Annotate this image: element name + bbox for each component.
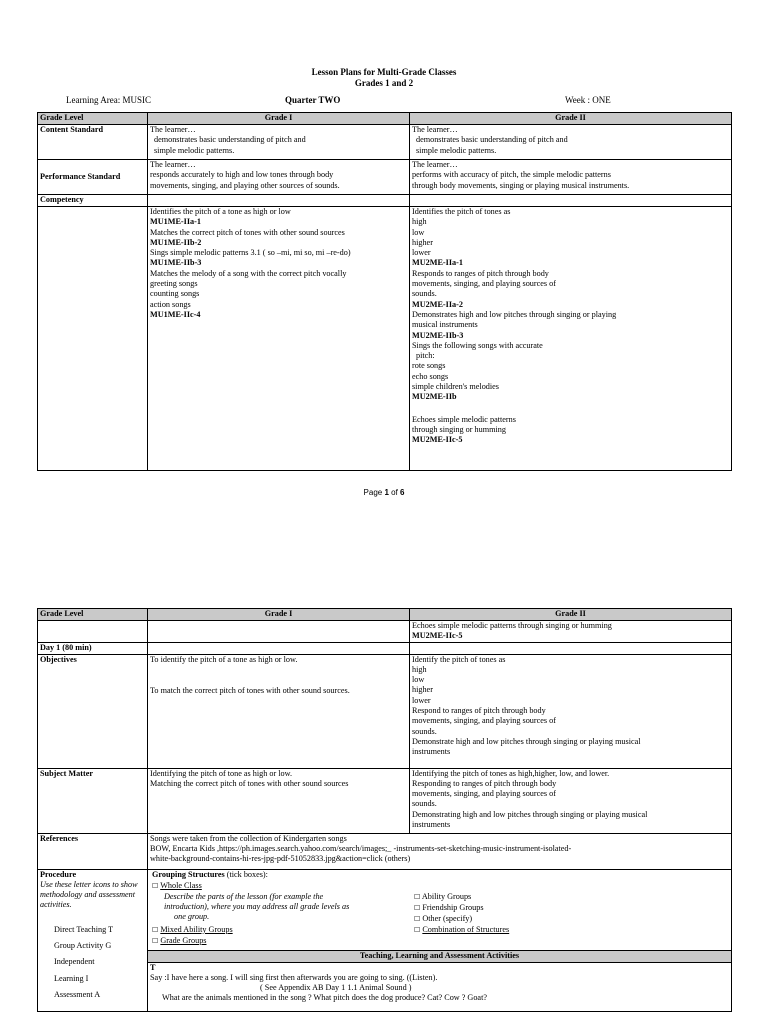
performance-standard-label: Performance Standard <box>38 160 148 195</box>
competency-grade-2: Identifies the pitch of tones as high low higher lower MU2ME-IIa-1 Responds to ranges of pitch through body movements, singing, and playing sources of sounds. MU2ME-IIa-2 Demonstrates high and low pitches through singing or playing musical instruments MU2ME-IIb-3 Sings the following songs with accurate pitch: rote songs echo songs simple children's melodies MU2ME-IIb Echoes simple melodic patterns through singing or humming MU2ME-IIc-5 <box>410 207 732 471</box>
subject-matter-grade-2: Identifying the pitch of tones as high,higher, low, and lower. Responding to ranges of pitch through body movements, singing, and playing sources of sounds. Demonstrating high and low pitches through singing or playing musical instruments <box>410 768 732 833</box>
competency-line: Identifies the pitch of a tone as high or low <box>150 207 291 216</box>
lesson-plan-table-1 <box>37 112 732 471</box>
references-content: Songs were taken from the collection of Kindergarten songs BOW, Encarta Kids ,https://ph.images.search.yahoo.com/search/images;_ -instruments-set-sketching-music-instrument-isolated- white-background-contains-hi-res-jpg-pdf-51052833.jpg&action=click (others) <box>148 833 732 869</box>
competency-blank-cell <box>38 207 148 471</box>
grade-2-header-2: Grade II <box>410 609 732 621</box>
procedure-cell <box>38 869 148 1011</box>
content-standard-grade-1: The learner… demonstrates basic understanding of pitch and simple melodic patterns. <box>148 125 410 160</box>
competency-line: Matches the melody of a song with the correct pitch vocally <box>150 268 347 278</box>
option-combination[interactable]: ☐ Combination of Structures <box>414 924 510 934</box>
checkbox-icon: ☐ <box>414 892 421 901</box>
week-label: Week : ONE <box>565 95 611 105</box>
checkbox-icon: ☐ <box>414 925 421 934</box>
document-subtitle: Grades 1 and 2 <box>354 78 414 88</box>
competency-label: Competency <box>38 195 148 207</box>
grade-1-header-2: Grade I <box>148 609 410 621</box>
activities-content: T Say :I have here a song. I will sing first then afterwards you are going to sing. ((Listen). ( See Appendix AB Day 1 1.1 Animal Sound ) What are the animals mentioned in the song ? What pitch does the dog produce? Cat? Cow ? Goat? <box>148 962 732 1011</box>
legend-independent: Independent <box>54 957 95 967</box>
competency-code: MU1ME-IIa-1 <box>150 217 201 227</box>
competency-line: action songs <box>150 299 191 309</box>
whole-class-description: Describe the parts of the lesson (for example the introduction), where you may address all grade levels as one group. <box>164 891 350 922</box>
legend-direct-teaching: Direct Teaching T <box>54 924 114 934</box>
option-grade-groups[interactable]: ☐ Grade Groups <box>152 935 207 945</box>
procedure-label: Procedure <box>40 869 77 879</box>
competency-header-blank-2 <box>410 195 732 207</box>
grade-level-header: Grade Level <box>38 113 148 125</box>
checkbox-icon: ☐ <box>414 914 421 923</box>
content-standard-grade-2: The learner… demonstrates basic understanding of pitch and simple melodic patterns. <box>410 125 732 160</box>
day-blank-1 <box>148 642 410 654</box>
competency-code: MU1ME-IIc-4 <box>150 309 201 319</box>
option-other[interactable]: ☐ Other (specify) <box>414 913 473 923</box>
legend-assessment: Assessment A <box>54 989 101 999</box>
option-ability-groups[interactable]: ☐ Ability Groups <box>414 891 472 901</box>
grouping-structures <box>148 869 732 950</box>
competency-line: counting songs <box>150 289 200 299</box>
carry-grade-2: Echoes simple melodic patterns through singing or humming MU2ME-IIc-5 <box>410 621 732 643</box>
legend-group-activity: Group Activity G <box>54 941 112 951</box>
objectives-grade-1: To identify the pitch of a tone as high or low. To match the correct pitch of tones with other sound sources. <box>148 654 410 768</box>
subject-matter-grade-1: Identifying the pitch of tone as high or low. Matching the correct pitch of tones with other sound sources <box>148 768 410 833</box>
learning-area: Learning Area: MUSIC <box>66 95 151 105</box>
document-title: Lesson Plans for Multi-Grade Classes <box>311 67 457 77</box>
objectives-grade-2: Identify the pitch of tones as high low higher lower Respond to ranges of pitch through body movements, singing, and playing sources of sounds. Demonstrate high and low pitches through singing or playing musical instruments <box>410 654 732 768</box>
option-friendship-groups[interactable]: ☐ Friendship Groups <box>414 902 484 912</box>
lesson-plan-table-2 <box>37 608 732 1012</box>
page-number: Page 1 of 6 <box>363 488 405 497</box>
checkbox-icon: ☐ <box>414 903 421 912</box>
competency-code: MU1ME-IIb-3 <box>150 258 202 268</box>
competency-line: Sings simple melodic patterns 3.1 ( so –mi, mi so, mi –re-do) <box>150 248 351 258</box>
performance-standard-grade-1: The learner… responds accurately to high and low tones through body movements, singing, and playing other sources of sounds. <box>148 160 410 195</box>
day-label: Day 1 (80 min) <box>38 642 148 654</box>
grade-level-header-2: Grade Level <box>38 609 148 621</box>
content-standard-label: Content Standard <box>38 125 148 160</box>
checkbox-icon: ☐ <box>152 881 159 890</box>
competency-line: Matches the correct pitch of tones with other sound sources <box>150 227 345 237</box>
objectives-label: Objectives <box>38 654 148 768</box>
checkbox-icon: ☐ <box>152 936 159 945</box>
legend-learning: Learning I <box>54 973 89 983</box>
option-mixed-ability[interactable]: ☐ Mixed Ability Groups <box>152 924 233 934</box>
carry-blank-grade-1 <box>148 621 410 643</box>
activity-direct-teaching-marker: T <box>150 962 156 972</box>
grouping-title: Grouping Structures (tick boxes): <box>152 869 268 879</box>
competency-line: greeting songs <box>150 279 198 289</box>
grade-1-header: Grade I <box>148 113 410 125</box>
quarter-label: Quarter TWO <box>285 95 341 105</box>
option-whole-class[interactable]: ☐ Whole Class <box>152 880 202 890</box>
activities-header: Teaching, Learning and Assessment Activities <box>148 950 732 962</box>
day-blank-2 <box>410 642 732 654</box>
procedure-note: Use these letter icons to show methodology and assessment activities. <box>40 879 138 910</box>
subject-matter-label: Subject Matter <box>38 768 148 833</box>
checkbox-icon: ☐ <box>152 925 159 934</box>
competency-header-blank-1 <box>148 195 410 207</box>
grade-2-header: Grade II <box>410 113 732 125</box>
competency-code: MU1ME-IIb-2 <box>150 237 202 247</box>
carry-blank-label <box>38 621 148 643</box>
references-label: References <box>38 833 148 869</box>
competency-grade-1 <box>148 207 410 471</box>
performance-standard-grade-2: The learner… performs with accuracy of pitch, the simple melodic patterns through body movements, singing or playing musical instruments. <box>410 160 732 195</box>
